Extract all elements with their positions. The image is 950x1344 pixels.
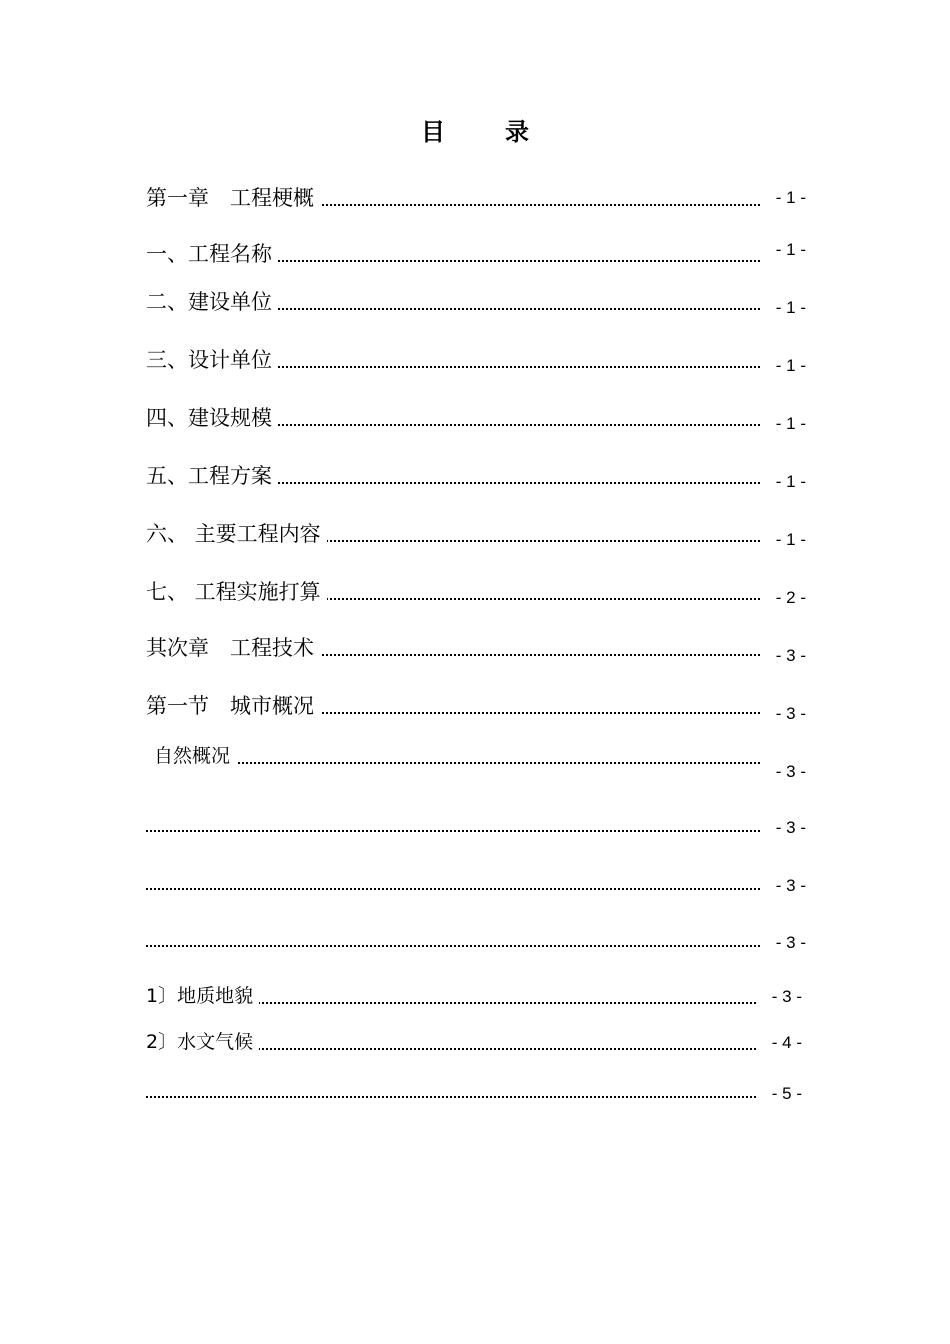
toc-entry[interactable]: [146, 182, 806, 214]
toc-entry[interactable]: [146, 980, 806, 1012]
toc-entry[interactable]: [146, 460, 806, 492]
toc-page-number: - 1 -: [775, 472, 806, 491]
toc-page-number: - 1 -: [775, 188, 806, 207]
toc-page-number: - 3 -: [775, 933, 806, 952]
toc-entry-label: 自然概况: [154, 742, 236, 770]
toc-entry[interactable]: [146, 518, 806, 550]
title-char-1: 目: [421, 118, 445, 146]
toc-page-number: - 1 -: [775, 414, 806, 433]
toc-page-number: - 3 -: [775, 876, 806, 895]
toc-page-number: - 3 -: [775, 818, 806, 837]
page-title: [0, 112, 950, 147]
toc-entry[interactable]: [146, 690, 806, 722]
toc-entry-label: 第一章 工程梗概: [146, 184, 320, 212]
toc-entry[interactable]: [146, 740, 806, 781]
toc-page-number: - 3 -: [771, 987, 802, 1006]
toc-entry[interactable]: [146, 286, 806, 318]
toc-entry[interactable]: [146, 576, 806, 608]
toc-entry-label: 三、设计单位: [146, 346, 278, 374]
toc-entry[interactable]: [146, 1074, 806, 1106]
toc-page-number: - 3 -: [775, 704, 806, 723]
toc-page-number: - 5 -: [771, 1084, 802, 1103]
toc-entry-label: 2〕水文气候: [146, 1028, 259, 1056]
dot-leader: [146, 830, 760, 832]
dot-leader: [146, 945, 760, 947]
toc-entry-label: 五、工程方案: [146, 462, 278, 490]
toc-entry-label: 二、建设单位: [146, 288, 278, 316]
toc-entry-label: 一、工程名称: [146, 240, 278, 268]
title-char-2: 录: [505, 118, 529, 146]
dot-leader: [146, 1096, 756, 1098]
toc-page-number: - 1 -: [775, 240, 806, 259]
toc-page-number: - 1 -: [775, 356, 806, 375]
toc-entry-label: 1〕地质地貌: [146, 982, 259, 1010]
toc-entry[interactable]: [146, 402, 806, 434]
toc-page-number: - 3 -: [775, 762, 806, 781]
toc-page-number: - 1 -: [775, 530, 806, 549]
toc-entry[interactable]: [146, 632, 806, 664]
dot-leader: [154, 762, 760, 764]
toc-entry-label: 其次章 工程技术: [146, 634, 320, 662]
toc-entry[interactable]: [146, 238, 806, 270]
toc-entry[interactable]: [146, 923, 806, 955]
toc-entry-label: 第一节 城市概况: [146, 692, 320, 720]
dot-leader: [146, 888, 760, 890]
toc-entry[interactable]: [146, 808, 806, 840]
toc-page-number: - 4 -: [771, 1033, 802, 1052]
toc-page-number: - 3 -: [775, 646, 806, 665]
toc-entry[interactable]: [146, 866, 806, 898]
toc-entry-label: 六、 主要工程内容: [146, 520, 327, 548]
toc-entry[interactable]: [146, 344, 806, 376]
toc-entry-label: 七、 工程实施打算: [146, 578, 327, 606]
toc-entry[interactable]: [146, 1026, 806, 1058]
toc-page-number: - 1 -: [775, 298, 806, 317]
toc-entry-label: 四、建设规模: [146, 404, 278, 432]
toc-page-number: - 2 -: [775, 588, 806, 607]
